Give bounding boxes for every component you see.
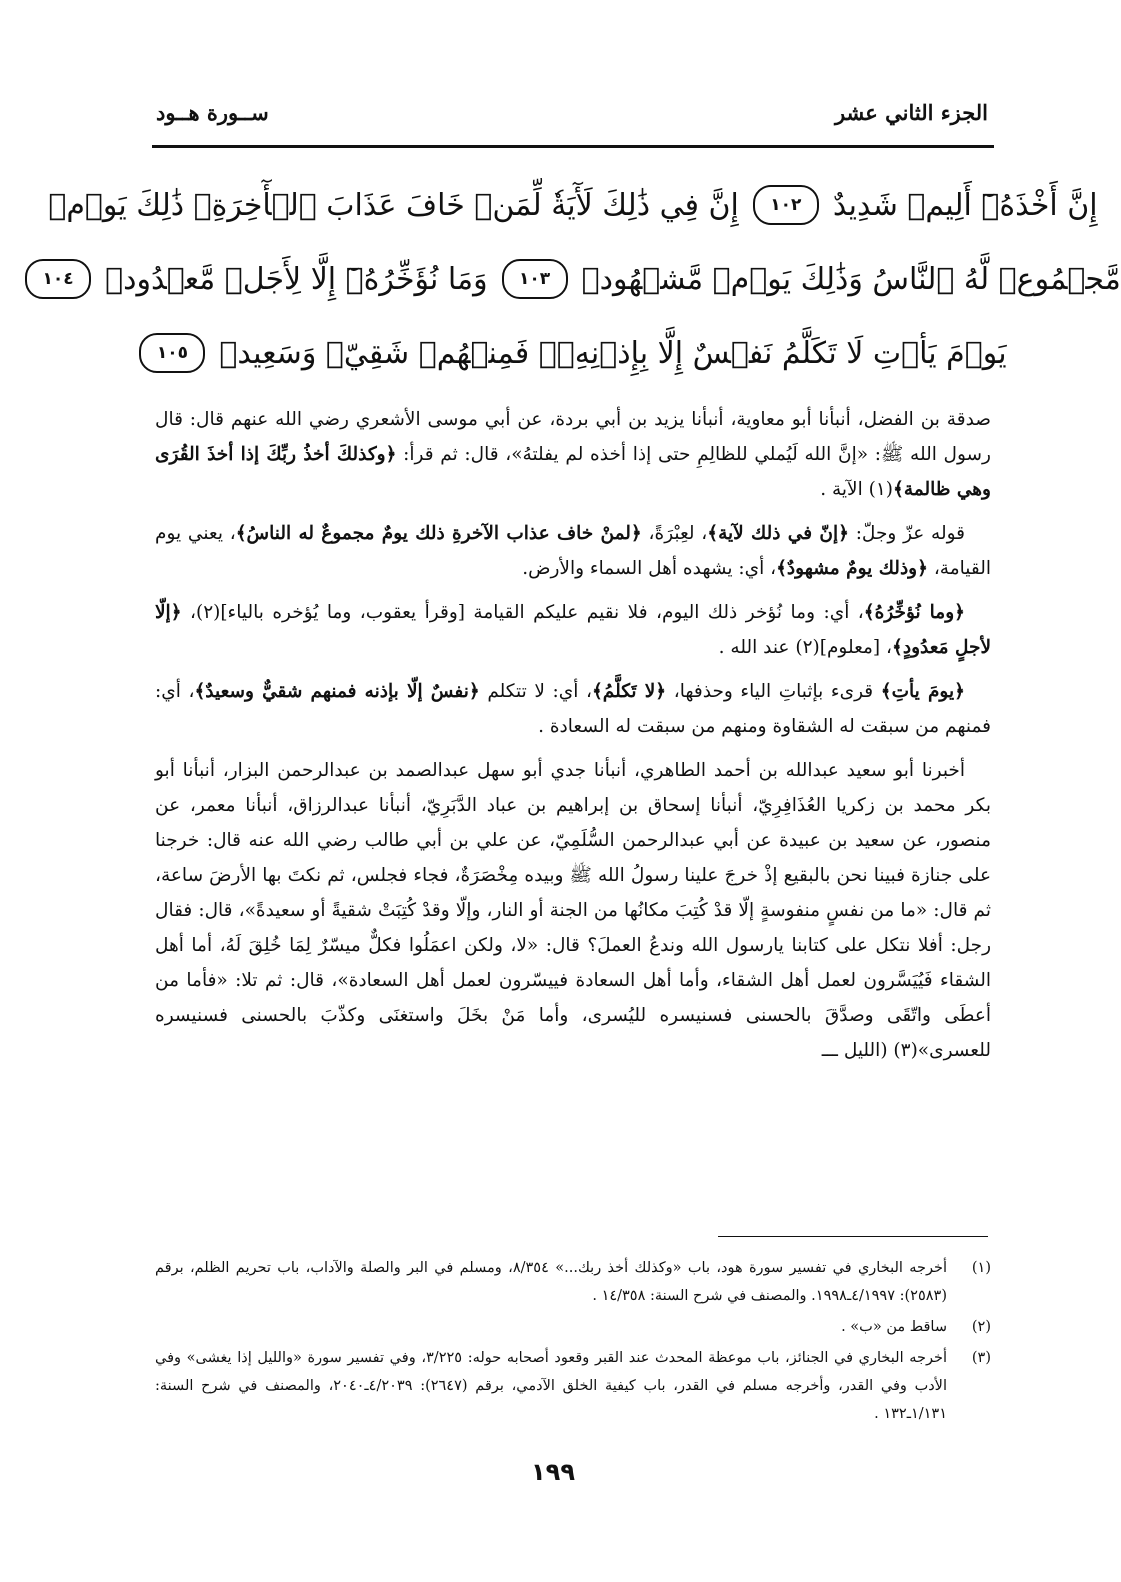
- quoted-verse: ﴿وكذلكَ أخذُ ربِّكَ إذا أخذَ القُرَى وهي ظالمة﴾: [155, 444, 991, 500]
- text-run: (١) الآية .: [820, 479, 893, 500]
- footnote-text: ساقط من «ب» .: [841, 1319, 947, 1335]
- verse-text: مَّجۡمُوعٞ لَّهُ ٱلنَّاسُ وَذَٰلِكَ يَوۡمٞ مَّشۡهُودٞ: [581, 261, 1121, 297]
- footnotes: [155, 1254, 991, 1431]
- text-run: ، أي: يشهده أهل السماء والأرض.: [522, 558, 777, 579]
- commentary-text: [155, 402, 991, 1077]
- text-run: ، [معلوم](٢) عند الله .: [718, 637, 892, 658]
- text-run: ، يعني يوم القيامة،: [155, 523, 991, 579]
- verse-line-1: [48, 168, 1098, 242]
- page-number: ١٩٩: [531, 1458, 575, 1486]
- quran-verses: [42, 168, 1121, 390]
- paragraph-commentary-3: [155, 674, 991, 744]
- paragraph-commentary-1: [155, 516, 991, 586]
- text-run: ، أي: فمنهم من سبقت له الشقاوة ومنهم من سبقت له السعادة .: [155, 681, 991, 737]
- footnote-number: (٢): [971, 1319, 991, 1335]
- verse-text: إِنَّ أَخْذَهُۥٓ أَلِيمٞ شَدِيدٌ: [832, 187, 1098, 223]
- footnote-number: (١): [971, 1260, 991, 1276]
- running-header: [156, 92, 988, 132]
- text-run: صدقة بن الفضل، أنبأنا أبو معاوية، أنبأنا يزيد بن أبي بردة، عن أبي موسى الأشعري رضي الله عنهم قال: قال رسول الله ﷺ: «إنَّ الله لَيُملي للظالِمِ حتى إذا أخذه لم يفلتهُ»، قال: ثم قرأ:: [155, 409, 991, 465]
- quoted-verse: ﴿إنّ في ذلك لآية﴾: [707, 523, 849, 544]
- verse-line-3: [148, 316, 1007, 390]
- ayah-number-104: ١٠٤: [25, 259, 91, 299]
- quoted-verse: ﴿إلّا لأجلٍ مَعدُودٍ﴾: [155, 602, 991, 658]
- footnote-2: [155, 1313, 991, 1341]
- footnote-3: [155, 1344, 991, 1428]
- verse-text: إِنَّ فِي ذَٰلِكَ لَأٓيَةٗ لِّمَنۡ خَافَ عَذَابَ ٱلۡأٓخِرَةِۚ ذَٰلِكَ يَوۡمٞ: [48, 187, 739, 223]
- surah-title: ســورة هــود: [156, 99, 269, 125]
- text-run: قرىء بإثباتِ الياء وحذفها،: [666, 681, 881, 702]
- part-title: الجزء الثاني عشر: [834, 99, 988, 125]
- quoted-verse: ﴿وما نُؤخِّرُهُ﴾: [863, 602, 965, 623]
- paragraph-hadith-2: أخبرنا أبو سعيد عبدالله بن أحمد الطاهري، أنبأنا جدي أبو سهل عبدالصمد بن عبدالرحمن البزار، أنبأنا أبو بكر محمد بن زكريا العُذَافِرِيّ، أنبأنا إسحاق بن إبراهيم بن عباد الدَّبَرِيّ، أنبأنا عبدالرزاق، أنبأنا معمر، عن منصور، عن سعيد بن عبيدة عن أبي عبدالرحمن السُّلَمِيّ، عن علي بن أبي طالب رضي الله عنه قال: خرجنا على جنازة فبينا نحن بالبقيع إذْ خرجَ علينا رسولُ الله ﷺ وبيده مِخْصَرَةٌ، فجاء فجلس، ثم نكتَ بها الأرضَ ساعة، ثم قال: «ما من نفسٍ منفوسةٍ إلّا قدْ كُتِبَ مكانُها من الجنة أو النار، وإلّا وقدْ كُتِبَتْ شقيةً أو سعيدةً»، قال: فقال رجل: أفلا نتكل على كتابنا يارسول الله وندعُ العملَ؟ قال: «لا، ولكن اعمَلُوا فكلٌّ ميسّرٌ لِمَا خُلِقَ لَهُ، أما أهل الشقاء فَيُيَسَّرون لعمل أهل الشقاء، وأما أهل السعادة فييسّرون لعمل أهل السعادة»، قال: ثم تلا: «فأما من أعطَى واتّقَى وصدَّقَ بالحسنى فسنيسره لليُسرى، وأما مَنْ بخَلَ واستغنَى وكذّبَ بالحسنى فسنيسره للعسرى»(٣) (الليل ـــ: [155, 760, 991, 1061]
- paragraph-hadith-1: [155, 402, 991, 507]
- text-run: قوله عزّ وجلّ:: [848, 523, 966, 544]
- verse-text: يَوۡمَ يَأۡتِ لَا تَكَلَّمُ نَفۡسٌ إِلَّا بِإِذۡنِهِۦۚ فَمِنۡهُمۡ شَقِيّٞ وَسَعِيدٞ: [219, 335, 1007, 371]
- footnote-number: (٣): [971, 1350, 991, 1366]
- quoted-verse: ﴿وذلك يومٌ مشهودٌ﴾: [776, 558, 928, 579]
- text-run: ، أي: لا تتكلم: [479, 681, 592, 702]
- quoted-verse: ﴿نفسٌ إلّا بإذنه فمنهم شقيٌّ وسعيدٌ﴾: [194, 681, 480, 702]
- footnote-text: أخرجه البخاري في تفسير سورة هود، باب «وكذلك أخذ ربك...» ٨/٣٥٤، ومسلم في البر والصلة والآداب، باب تحريم الظلم، برقم (٢٥٨٣): ٤/١٩٩٧ـ١٩٩٨. والمصنف في شرح السنة: ١٤/٣٥٨ .: [155, 1260, 947, 1304]
- quoted-verse: ﴿يومَ يأتِ﴾: [880, 681, 965, 702]
- ayah-number-105: ١٠٥: [139, 333, 205, 373]
- header-rule: [152, 145, 994, 148]
- footnote-1: [155, 1254, 991, 1310]
- quoted-verse: ﴿لمنْ خاف عذاب الآخرةِ ذلك يومٌ مجموعٌ له الناسُ﴾: [235, 523, 642, 544]
- footnote-text: أخرجه البخاري في الجنائز، باب موعظة المحدث عند القبر وقعود أصحابه حوله: ٣/٢٢٥، وفي تفسير سورة «والليل إذا يغشى» وفي الأدب وفي القدر، وأخرجه مسلم في القدر، باب كيفية الخلق الآدمي، برقم (٢٦٤٧): ٤/٢٠٣٩ـ٢٠٤٠، والمصنف في شرح السنة: ١/١٣١ـ١٣٢ .: [155, 1350, 947, 1422]
- text-run: ، أي: وما نُؤخر ذلك اليوم، فلا نقيم عليكم القيامة [وقرأ يعقوب، وما يُؤخره بالياء](٢)،: [181, 602, 864, 623]
- quoted-verse: ﴿لا تَكلَّمُ﴾: [591, 681, 667, 702]
- paragraph-commentary-2: [155, 595, 991, 665]
- ayah-number-102: ١٠٢: [753, 185, 819, 225]
- verse-line-2: [42, 242, 1121, 316]
- ayah-number-103: ١٠٣: [502, 259, 568, 299]
- footnote-divider: [718, 1236, 988, 1237]
- text-run: ، لعِبْرَةً،: [641, 523, 708, 544]
- verse-text: وَمَا نُؤَخِّرُهُۥٓ إِلَّا لِأَجَلٖ مَّعۡدُودٖ: [105, 261, 488, 297]
